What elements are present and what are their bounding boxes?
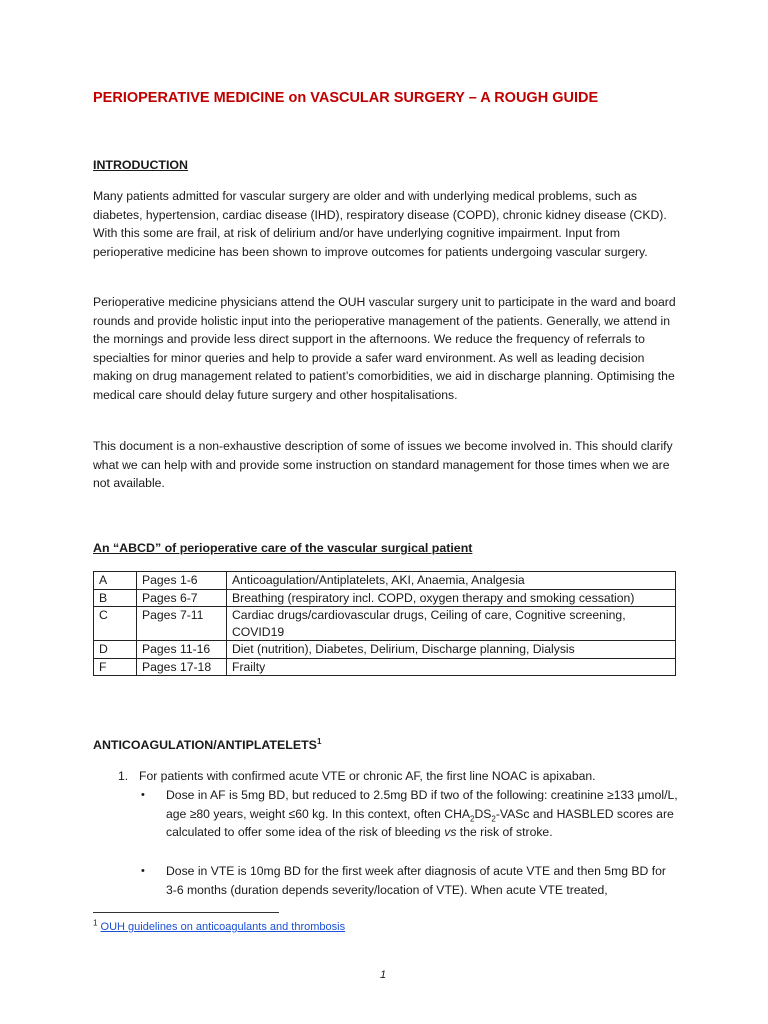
row-letter: C — [94, 607, 137, 641]
page-number: 1 — [380, 969, 387, 981]
anticoagulation-heading — [93, 736, 321, 755]
footnote — [93, 919, 345, 935]
footnote-link[interactable]: OUH guidelines on anticoagulants and thrombosis — [100, 921, 346, 933]
table-row — [94, 589, 676, 607]
row-letter: F — [94, 658, 137, 676]
row-topics: Breathing (respiratory incl. COPD, oxygen therapy and smoking cessation) — [227, 589, 676, 607]
intro-paragraph-1: Many patients admitted for vascular surgery are older and with underlying medical problems, such as diabetes, hypertension, cardiac disease (IHD), respiratory disease (COPD), chronic kidney disease (CKD). With this some are frail, at risk of delirium and/or have underlying cognitive impairment. Input from perioperative medicine has been shown to improve outcomes for patients undergoing vascular surgery. — [93, 189, 667, 259]
footnote-reference[interactable]: 1 — [316, 736, 322, 746]
row-letter: A — [94, 572, 137, 590]
row-pages: Pages 17-18 — [137, 658, 227, 676]
row-letter: D — [94, 641, 137, 659]
row-pages: Pages 11-16 — [137, 641, 227, 659]
abcd-heading: An “ABCD” of perioperative care of the vascular surgical patient — [93, 541, 473, 555]
row-pages: Pages 1-6 — [137, 572, 227, 590]
intro-paragraph-3: This document is a non-exhaustive description of some of issues we become involved in. This should clarify what we can help with and provide some instruction on standard management for those times when we are not available. — [93, 439, 673, 491]
row-letter: B — [94, 589, 137, 607]
bullet-icon: • — [141, 865, 145, 877]
table-row — [94, 572, 676, 590]
bullet-text: Dose in VTE is 10mg BD for the first week after diagnosis of acute VTE and then 5mg BD for 3-6 months (duration depends severity/location of VTE). When acute VTE treated, — [166, 864, 666, 897]
row-pages: Pages 7-11 — [137, 607, 227, 641]
row-topics: Frailty — [227, 658, 676, 676]
row-topics: Diet (nutrition), Diabetes, Delirium, Discharge planning, Dialysis — [227, 641, 676, 659]
intro-paragraph-2: Perioperative medicine physicians attend the OUH vascular surgery unit to participate in the ward and board rounds and provide holistic input into the perioperative management of the patients. Generally, we attend in the mornings and provide less direct support in the afternoons. We reduce the frequency of referrals to specialties for minor queries and help to provide a safer ward environment. As well as leading decision making on drug management related to patient’s comorbidities, we aid in discharge planning. Optimising the medical care should delay future surgery and other hospitalisations. — [93, 295, 676, 402]
row-topics: Cardiac drugs/cardiovascular drugs, Ceiling of care, Cognitive screening, COVID19 — [227, 607, 676, 641]
row-pages: Pages 6-7 — [137, 589, 227, 607]
row-topics: Anticoagulation/Antiplatelets, AKI, Anaemia, Analgesia — [227, 572, 676, 590]
footnote-divider — [93, 912, 279, 913]
table-row — [94, 658, 676, 676]
introduction-heading: INTRODUCTION — [93, 158, 188, 172]
anticoagulation-heading-text: ANTICOAGULATION/ANTIPLATELETS — [93, 738, 317, 752]
abcd-table — [93, 571, 676, 676]
footnote-number: 1 — [93, 918, 98, 928]
list-item-text: For patients with confirmed acute VTE or chronic AF, the first line NOAC is apixaban. — [139, 769, 596, 783]
bullet-text: Dose in AF is 5mg BD, but reduced to 2.5mg BD if two of the following: creatinine ≥133 µmol/L, age ≥80 years, weight ≤60 kg. In this context, often $CHA_2DS_2$-VASc and HASBLED scores are calculated to offer some idea of the risk of bleeding vs the risk of stroke. — [166, 788, 678, 840]
list-number: 1. — [118, 769, 129, 783]
table-row — [94, 607, 676, 641]
bullet-item-af-dose — [139, 786, 679, 842]
bullet-icon: • — [141, 789, 145, 801]
table-row — [94, 641, 676, 659]
page-title: PERIOPERATIVE MEDICINE on VASCULAR SURGERY – A ROUGH GUIDE — [93, 90, 599, 106]
bullet-item-vte-dose — [139, 862, 679, 899]
